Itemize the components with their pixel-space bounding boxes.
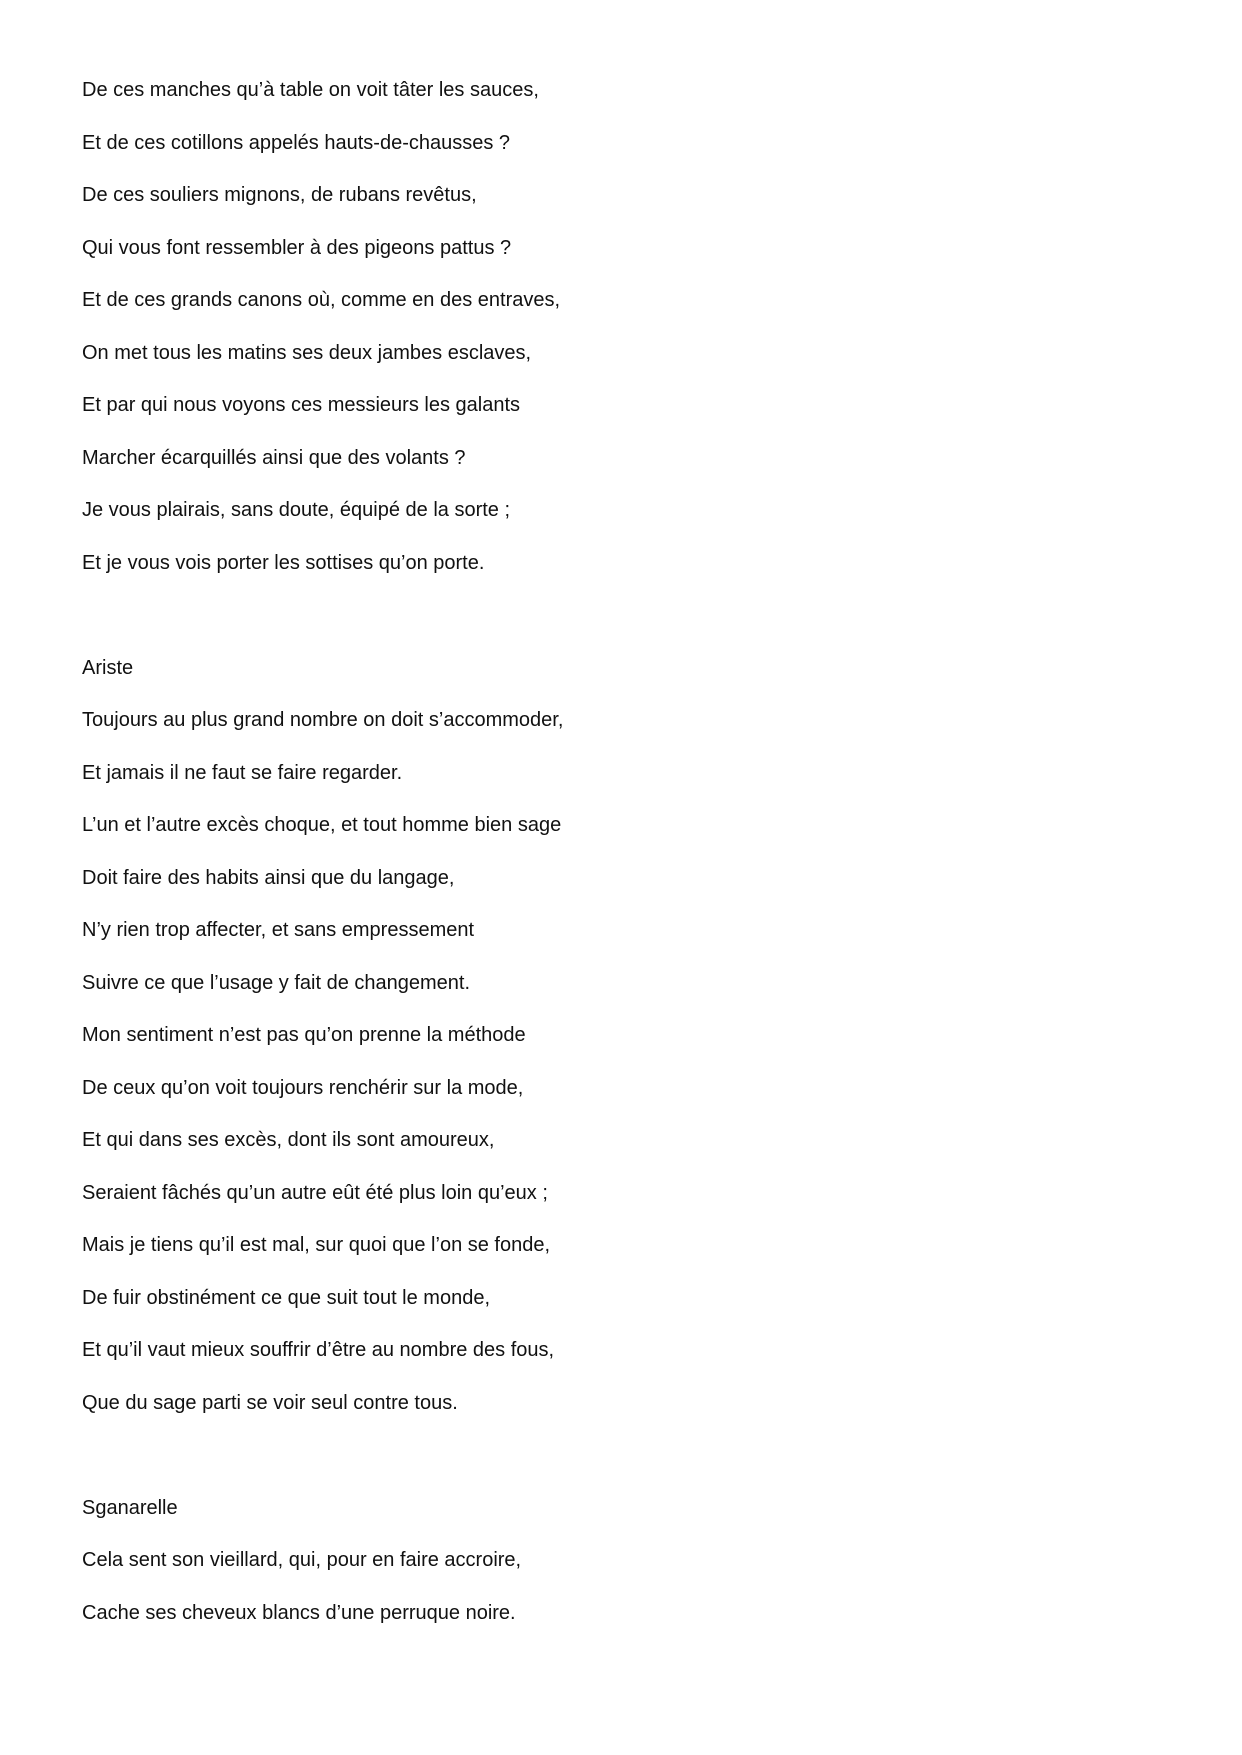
verse-line: De ces manches qu’à table on voit tâter les sauces, xyxy=(82,79,539,101)
verse-line: Cache ses cheveux blancs d’une perruque noire. xyxy=(82,1601,516,1624)
verse-line: Et je vous vois porter les sottises qu’on porte. xyxy=(82,551,485,574)
verse-line: Qui vous font ressembler à des pigeons pattus ? xyxy=(82,236,512,259)
verse-line: Et qu’il vaut mieux souffrir d’être au nombre des fous, xyxy=(82,1339,555,1361)
play-text xyxy=(82,78,1182,1653)
verse-line: Marcher écarquillés ainsi que des volants ? xyxy=(82,446,466,469)
verse-line: De ces souliers mignons, de rubans revêtus, xyxy=(82,184,477,206)
speaker-name: Ariste xyxy=(82,656,134,679)
verse-line: Mais je tiens qu’il est mal, sur quoi que l’on se fonde, xyxy=(82,1234,551,1256)
verse-line: On met tous les matins ses deux jambes esclaves, xyxy=(82,341,532,364)
verse-line: N’y rien trop affecter, et sans empressement xyxy=(82,919,475,941)
verse-line: De ceux qu’on voit toujours renchérir sur la mode, xyxy=(82,1076,524,1099)
speaker-name: Sganarelle xyxy=(82,1496,178,1519)
verse-line: Et par qui nous voyons ces messieurs les galants xyxy=(82,394,520,416)
verse-line: Et de ces grands canons où, comme en des entraves, xyxy=(82,289,561,311)
stanza-gap xyxy=(82,603,1182,656)
stanza-gap xyxy=(82,1443,1182,1496)
verse-line: Cela sent son vieillard, qui, pour en faire accroire, xyxy=(82,1549,522,1571)
verse-line: Doit faire des habits ainsi que du langage, xyxy=(82,866,455,889)
verse-line: Et de ces cotillons appelés hauts-de-chausses ? xyxy=(82,131,511,154)
verse-line: Mon sentiment n’est pas qu’on prenne la méthode xyxy=(82,1024,526,1046)
passage-1 xyxy=(82,78,1182,575)
passage-2 xyxy=(82,656,1182,1415)
verse-line: De fuir obstinément ce que suit tout le monde, xyxy=(82,1286,491,1309)
verse-line: Suivre ce que l’usage y fait de changement. xyxy=(82,971,471,994)
verse-line: Je vous plairais, sans doute, équipé de la sorte ; xyxy=(82,499,511,521)
passage-3 xyxy=(82,1496,1182,1625)
verse-line: L’un et l’autre excès choque, et tout homme bien sage xyxy=(82,814,562,836)
verse-line: Seraient fâchés qu’un autre eût été plus loin qu’eux ; xyxy=(82,1181,548,1204)
verse-line: Et qui dans ses excès, dont ils sont amoureux, xyxy=(82,1129,495,1151)
verse-line: Et jamais il ne faut se faire regarder. xyxy=(82,761,403,784)
verse-line: Toujours au plus grand nombre on doit s’accommoder, xyxy=(82,709,564,731)
verse-line: Que du sage parti se voir seul contre tous. xyxy=(82,1391,458,1414)
